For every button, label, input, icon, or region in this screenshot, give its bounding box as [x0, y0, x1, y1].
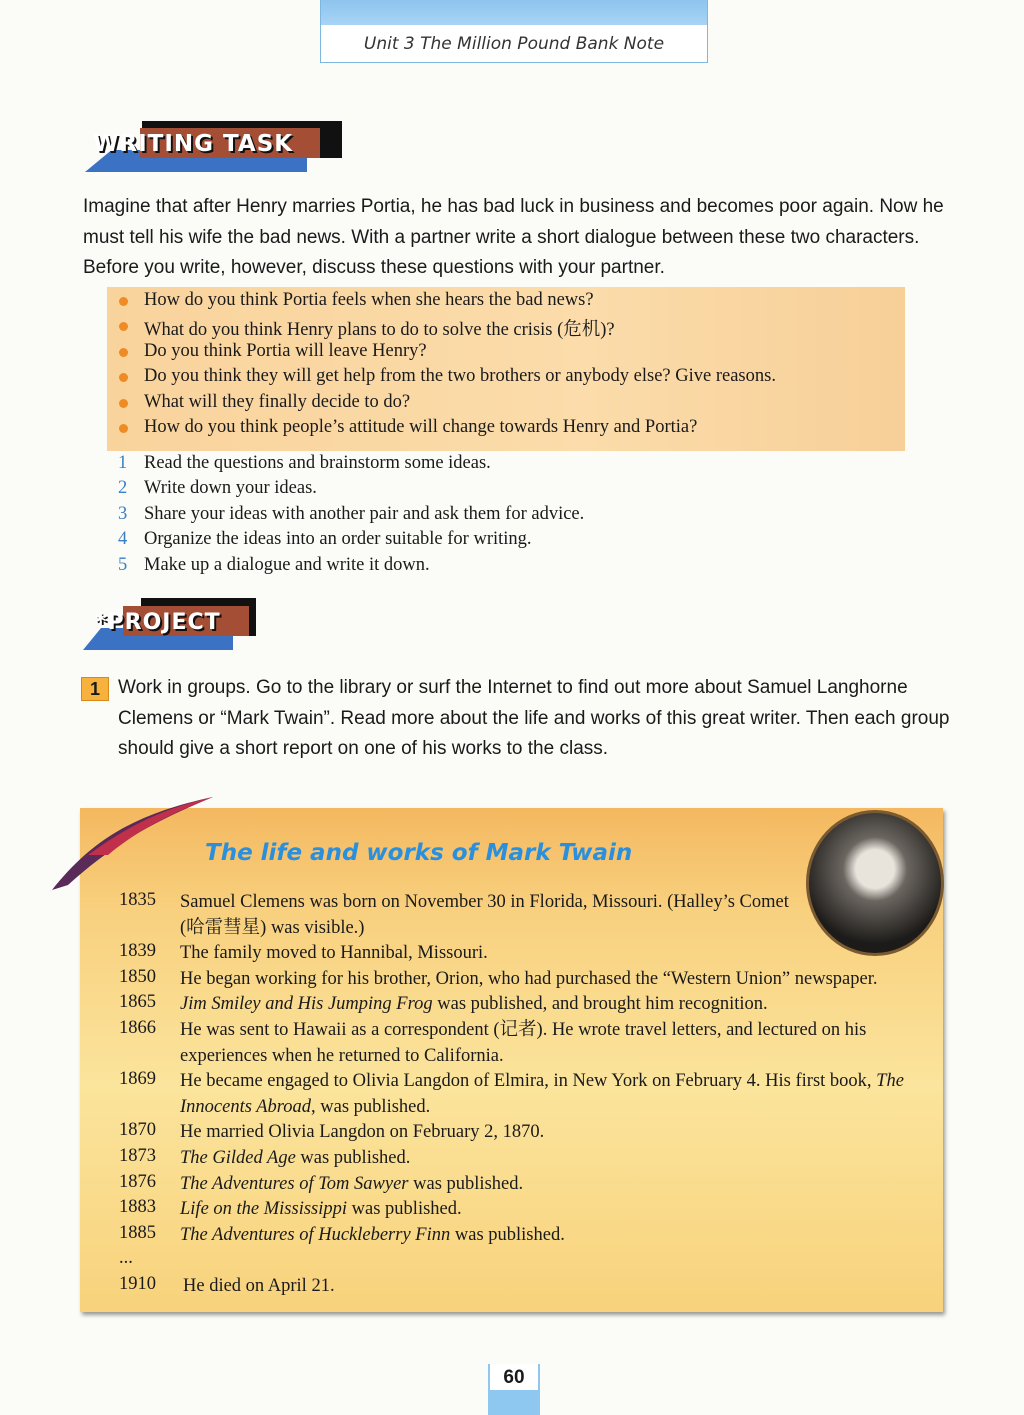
- text-part: Samuel Clemens was born on November 30 in Florida, Missouri. (Halley’s Comet (哈雷彗星) was visible.): [180, 892, 789, 938]
- work-title: The Adventures of Tom Sawyer: [180, 1173, 409, 1194]
- page-number: 60: [490, 1364, 538, 1390]
- question-text: How do you think people’s attitude will change towards Henry and Portia?: [144, 417, 698, 437]
- timeline-year: ...: [119, 1248, 133, 1269]
- question-text: How do you think Portia feels when she hears the bad news?: [144, 290, 594, 310]
- question-text: What will they finally decide to do?: [144, 391, 411, 412]
- bullet-icon: [119, 348, 128, 357]
- timeline-year: 1866: [119, 1018, 156, 1038]
- text-part: The family moved to Hannibal, Missouri.: [180, 943, 488, 964]
- text-part: was published.: [347, 1199, 462, 1220]
- timeline-year: 1869: [119, 1069, 156, 1090]
- timeline-text: [180, 967, 940, 993]
- writing-task-heading: WRITING TASK: [93, 131, 294, 157]
- step-number: 4: [118, 529, 128, 550]
- project-banner: [83, 598, 256, 650]
- timeline-year: 1910: [119, 1274, 156, 1294]
- text-part: was published.: [450, 1224, 565, 1245]
- timeline-year: 1870: [119, 1120, 156, 1141]
- text-part: He was sent to Hawaii as a correspondent (记者). He wrote travel letters, and lectured on his experiences when he returned to California.: [180, 1020, 867, 1066]
- step-number: 3: [118, 503, 128, 524]
- step-item: [118, 453, 491, 474]
- step-text: Write down your ideas.: [144, 478, 317, 499]
- question-item: [144, 417, 697, 438]
- item-number-badge: 1: [81, 677, 109, 701]
- step-number: 2: [118, 478, 128, 499]
- writing-task-intro: Imagine that after Henry marries Portia, he has bad luck in business and becomes poor again. Now he must tell his wife the bad news. With a partner write a short dialogue between these two characters. Before you write, however, discuss these questions with your partner.: [83, 196, 944, 278]
- step-text: Share your ideas with another pair and ask them for advice.: [144, 503, 585, 524]
- text-part: He died on April 21.: [183, 1276, 335, 1296]
- timeline-text: [180, 1172, 940, 1198]
- timeline-year: 1839: [119, 941, 156, 962]
- text-part: was published, and brought him recognition.: [432, 994, 768, 1015]
- text-part: , was published.: [311, 1096, 431, 1117]
- unit-title: Unit 3 The Million Pound Bank Note: [363, 34, 665, 54]
- step-item: [118, 478, 317, 499]
- text-part: He married Olivia Langdon on February 2, 1870.: [180, 1122, 545, 1143]
- step-item: [118, 529, 532, 550]
- step-number: 1: [118, 453, 128, 473]
- timeline-year: 1873: [119, 1146, 156, 1166]
- timeline-title: The life and works of Mark Twain: [205, 840, 633, 866]
- timeline-text: [180, 1146, 940, 1172]
- bullet-icon: [119, 424, 128, 433]
- timeline-year: 1876: [119, 1171, 156, 1192]
- timeline-year: 1883: [119, 1197, 156, 1218]
- writing-task-banner: [85, 121, 342, 172]
- timeline-year: 1850: [119, 966, 156, 987]
- timeline-text: [180, 1223, 940, 1249]
- timeline-text: [180, 1120, 940, 1146]
- text-part: was published.: [408, 1173, 524, 1194]
- text-part: He began working for his brother, Orion, who had purchased the “Western Union” newspaper.: [180, 968, 878, 989]
- work-title: Jim Smiley and His Jumping Frog: [180, 994, 433, 1015]
- timeline-text: [180, 890, 800, 941]
- question-item: [144, 290, 594, 311]
- step-text: Read the questions and brainstorm some ideas.: [144, 453, 491, 473]
- question-item: [144, 341, 427, 362]
- timeline-text: [180, 1018, 932, 1069]
- question-item: [144, 315, 615, 341]
- question-item: [144, 392, 410, 413]
- question-text: Do you think they will get help from the two brothers or anybody else? Give reasons.: [144, 366, 776, 387]
- header-decoration: [321, 0, 707, 25]
- brush-stroke-decoration: [48, 795, 218, 895]
- timeline-year: 1885: [119, 1222, 156, 1243]
- text-part: was published.: [295, 1148, 411, 1168]
- project-heading: *PROJECT: [95, 610, 221, 635]
- question-text: Do you think Portia will leave Henry?: [144, 340, 427, 361]
- bullet-icon: [119, 297, 128, 306]
- step-text: Organize the ideas into an order suitable for writing.: [144, 529, 532, 550]
- mark-twain-portrait: [806, 810, 944, 956]
- step-text: Make up a dialogue and write it down.: [144, 554, 430, 575]
- timeline-text: [180, 941, 940, 967]
- text-part: He became engaged to Olivia Langdon of Elmira, in New York on February 4. His first book,: [180, 1071, 877, 1092]
- timeline-year: 1835: [119, 890, 156, 910]
- timeline-year: 1865: [119, 992, 156, 1013]
- question-item: [144, 366, 776, 387]
- step-number: 5: [118, 554, 128, 575]
- question-text: What do you think Henry plans to do to solve the crisis (危机)?: [144, 320, 615, 341]
- work-title: Life on the Mississippi: [180, 1199, 348, 1220]
- timeline-text: [180, 992, 940, 1018]
- timeline-text: [183, 1274, 943, 1300]
- bullet-icon: [119, 399, 128, 408]
- timeline-text: [180, 1069, 932, 1120]
- step-item: [118, 503, 585, 525]
- work-title: The Gilded Age: [180, 1148, 296, 1168]
- page-number-tab: [488, 1364, 540, 1415]
- work-title: The Innocents Abroad: [180, 1071, 904, 1117]
- unit-header: [320, 0, 708, 63]
- work-title: The Adventures of Huckleberry Finn: [180, 1224, 451, 1245]
- project-item-text: Work in groups. Go to the library or surf the Internet to find out more about Samuel Langhorne Clemens or “Mark Twain”. Read more about the life and works of this great writer. Then each group should give a short report on one of his works to the class.: [118, 677, 950, 759]
- step-item: [118, 554, 430, 576]
- timeline-text: [180, 1197, 940, 1223]
